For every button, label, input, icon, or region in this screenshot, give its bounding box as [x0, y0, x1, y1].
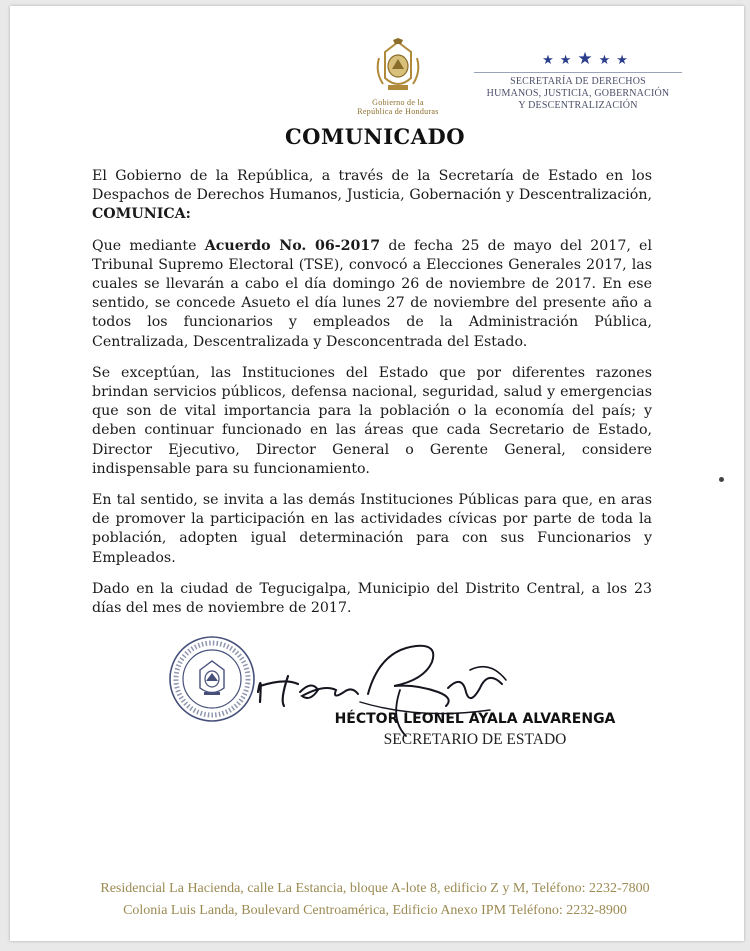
- paragraph-invitation: En tal sentido, se invita a las demás Instituciones Públicas para que, en aras de promover la participación en las actividades cívicas por parte de toda la población, adopten igual determinación para con sus Funcionarios y Empleados.: [92, 492, 652, 566]
- secretariat-divider: [474, 72, 682, 73]
- paragraph-agreement: [92, 237, 652, 352]
- honduras-coat-of-arms-icon: [375, 38, 421, 96]
- signer-name: HÉCTOR LEONEL AYALA ALVARENGA: [334, 711, 616, 727]
- agreement-number: Acuerdo No. 06-2017: [204, 237, 381, 254]
- signer-role: SECRETARIO DE ESTADO: [383, 731, 567, 748]
- paragraph-intro: [92, 167, 652, 225]
- secretariat-header: [466, 49, 690, 112]
- footer-address-line1: Residencial La Hacienda, calle La Estancia, bloque A-lote 8, edificio Z y M, Teléfono: 2232-7800: [100, 881, 650, 896]
- secretariat-name-line2: HUMANOS, JUSTICIA, GOBERNACIÓN: [486, 88, 670, 99]
- secretariat-name-line1: SECRETARÍA DE DERECHOS: [510, 76, 646, 87]
- paragraph-agreement-before: Que mediante: [92, 237, 205, 254]
- five-blue-stars-icon: ★★★★★: [542, 49, 634, 69]
- government-logo: [348, 38, 448, 116]
- paragraph-intro-text: El Gobierno de la República, a través de la Secretaría de Estado en los Despachos de Derechos Humanos, Justicia, Gobernación y Descentralización,: [92, 168, 652, 204]
- secretariat-name-line3: Y DESCENTRALIZACIÓN: [518, 100, 638, 111]
- paragraph-agreement-after: de fecha 25 de mayo del 2017, el Tribunal Supremo Electoral (TSE), convocó a Elecciones Generales 2017, las cuales se llevarán a cabo el día domingo 26 de noviembre de 2017. En ese sentido, se concede Asueto el día lunes 27 de noviembre del presente año a todos los funcionarios y empleados de la Administración Pública, Centralizada, Descentralizada y Desconcentrada del Estado.: [92, 237, 652, 350]
- paragraph-date-place: Dado en la ciudad de Tegucigalpa, Municipio del Distrito Central, a los 23 días del mes de noviembre de 2017.: [92, 580, 652, 617]
- paragraph-intro-bold: COMUNICA:: [92, 206, 191, 223]
- government-name-line2: República de Honduras: [357, 107, 439, 116]
- document-body: [92, 167, 652, 630]
- document-title: COMUNICADO: [284, 124, 466, 149]
- page-mark: [719, 477, 724, 482]
- paragraph-exceptions: Se exceptúan, las Instituciones del Estado que por diferentes razones brindan servicios públicos, defensa nacional, seguridad, salud y emergencias que son de vital importancia para la población o la economía del país; y deben continuar funcionado en las áreas que cada Secretario de Estado, Director Ejecutivo, Director General o Gerente General, considere indispensable para su funcionamiento.: [92, 364, 652, 477]
- government-name-line1: Gobierno de la: [372, 98, 424, 107]
- document-footer: [0, 878, 750, 922]
- footer-address-line2: Colonia Luis Landa, Boulevard Centroamérica, Edificio Anexo IPM Teléfono: 2232-8900: [123, 903, 627, 918]
